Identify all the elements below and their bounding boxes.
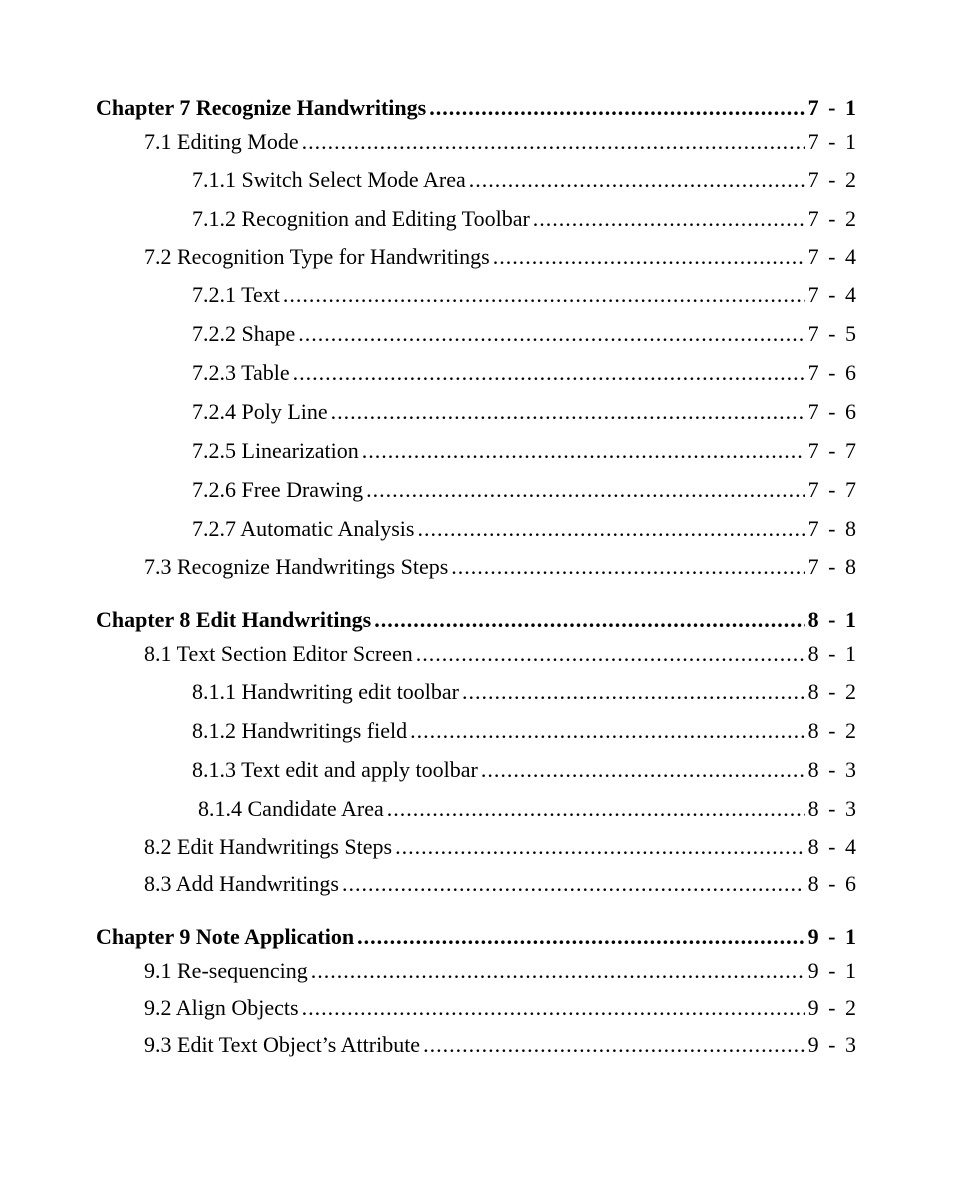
toc-entry-title: 8.2 Edit Handwritings Steps	[144, 834, 393, 859]
toc-entry-title: 7.2.5 Linearization	[192, 438, 359, 463]
dot-leader	[533, 206, 805, 232]
dot-leader	[387, 796, 805, 822]
toc-entry-7-1[interactable]	[96, 126, 858, 163]
toc-page-number: 7 - 7	[807, 477, 858, 502]
dot-leader	[298, 321, 804, 347]
toc-entry-9-2[interactable]	[96, 992, 858, 1029]
dot-leader	[416, 641, 805, 667]
toc-page-number: 9 - 3	[807, 1032, 858, 1057]
toc-entry-7-2-5[interactable]	[96, 434, 858, 473]
toc-entry-8-1-3[interactable]	[96, 753, 858, 792]
toc-entry-title: 7.2.6 Free Drawing	[192, 477, 364, 502]
toc-entry-7-1-2[interactable]	[96, 202, 858, 241]
toc-page-number: 7 - 7	[807, 438, 858, 463]
dot-leader	[283, 282, 805, 308]
toc-page-number: 8 - 3	[807, 796, 858, 821]
toc-page-number: 8 - 3	[807, 757, 858, 782]
toc-entry-7-2-7[interactable]	[96, 512, 858, 551]
toc-chapter-title: Chapter 7 Recognize Handwritings	[96, 95, 427, 120]
toc-entry-title: 7.2.7 Automatic Analysis	[192, 516, 415, 541]
toc-entry-title: 7.2.4 Poly Line	[192, 399, 328, 424]
toc-entry-9-1[interactable]	[96, 955, 858, 992]
toc-entry-title: 9.1 Re-sequencing	[144, 958, 308, 983]
toc-page-number: 9 - 1	[807, 924, 858, 949]
toc-chapter-title: Chapter 8 Edit Handwritings	[96, 607, 372, 632]
toc-page-number: 8 - 2	[807, 718, 858, 743]
toc-entry-title: 8.1.1 Handwriting edit toolbar	[192, 679, 460, 704]
toc-entry-title: 8.1 Text Section Editor Screen	[144, 641, 413, 666]
toc-entry-8-1-4[interactable]	[96, 792, 858, 831]
dot-leader	[342, 871, 805, 897]
dot-leader	[366, 477, 805, 503]
toc-page-number: 7 - 6	[807, 360, 858, 385]
toc-entry-8-1[interactable]	[96, 638, 858, 675]
toc-entry-7-1-1[interactable]	[96, 163, 858, 202]
toc-entry-9-3[interactable]	[96, 1029, 858, 1066]
toc-entry-title: 7.3 Recognize Handwritings Steps	[144, 554, 449, 579]
toc-entry-title: 7.1.1 Switch Select Mode Area	[192, 167, 466, 192]
dot-leader	[451, 554, 804, 580]
toc-entry-title: 7.2.1 Text	[192, 282, 280, 307]
toc-page-number: 9 - 2	[807, 995, 858, 1020]
toc-entry-title: 9.2 Align Objects	[144, 995, 299, 1020]
toc-entry-7-2-2[interactable]	[96, 317, 858, 356]
toc-page-number: 8 - 6	[807, 871, 858, 896]
toc-entry-title: 7.1.2 Recognition and Editing Toolbar	[192, 206, 530, 231]
toc-chapter-7[interactable]	[96, 92, 858, 126]
dot-leader	[302, 995, 805, 1021]
dot-leader	[481, 757, 805, 783]
toc-entry-7-2[interactable]	[96, 241, 858, 278]
toc-entry-title: 8.1.4 Candidate Area	[198, 796, 384, 821]
toc-page-number: 7 - 1	[807, 95, 858, 120]
dot-leader	[311, 958, 805, 984]
toc-page-number: 7 - 2	[807, 206, 858, 231]
dot-leader	[417, 516, 804, 542]
toc-entry-title: 8.3 Add Handwritings	[144, 871, 339, 896]
dot-leader	[493, 244, 805, 270]
toc-page-number: 7 - 6	[807, 399, 858, 424]
toc-entry-8-2[interactable]	[96, 831, 858, 868]
dot-leader	[395, 834, 805, 860]
toc-entry-title: 8.1.3 Text edit and apply toolbar	[192, 757, 478, 782]
toc-page-number: 7 - 2	[807, 167, 858, 192]
table-of-contents	[96, 92, 858, 1066]
dot-leader	[374, 607, 804, 633]
toc-page-number: 7 - 5	[807, 321, 858, 346]
toc-entry-title: 7.2.3 Table	[192, 360, 290, 385]
dot-leader	[410, 718, 805, 744]
toc-entry-7-2-6[interactable]	[96, 473, 858, 512]
dot-leader	[331, 399, 805, 425]
toc-page-number: 8 - 1	[807, 641, 858, 666]
dot-leader	[423, 1032, 805, 1058]
toc-page-number: 7 - 8	[807, 516, 858, 541]
toc-entry-8-1-2[interactable]	[96, 714, 858, 753]
toc-chapter-title: Chapter 9 Note Application	[96, 924, 355, 949]
toc-entry-7-3[interactable]	[96, 551, 858, 588]
toc-entry-title: 7.2.2 Shape	[192, 321, 296, 346]
toc-entry-title: 7.2 Recognition Type for Handwritings	[144, 244, 490, 269]
toc-chapter-9[interactable]	[96, 921, 858, 955]
dot-leader	[429, 95, 804, 121]
toc-page-number: 7 - 4	[807, 244, 858, 269]
dot-leader	[362, 438, 805, 464]
dot-leader	[293, 360, 805, 386]
toc-page-number: 7 - 4	[807, 282, 858, 307]
dot-leader	[302, 129, 805, 155]
toc-page-number: 8 - 4	[807, 834, 858, 859]
toc-entry-8-3[interactable]	[96, 868, 858, 905]
toc-page-number: 9 - 1	[807, 958, 858, 983]
toc-entry-8-1-1[interactable]	[96, 675, 858, 714]
dot-leader	[462, 679, 805, 705]
dot-leader	[357, 924, 805, 950]
toc-entry-7-2-1[interactable]	[96, 278, 858, 317]
toc-entry-title: 8.1.2 Handwritings field	[192, 718, 408, 743]
toc-page-number: 7 - 8	[807, 554, 858, 579]
toc-page-number: 8 - 1	[807, 607, 858, 632]
toc-entry-7-2-3[interactable]	[96, 356, 858, 395]
dot-leader	[469, 167, 805, 193]
toc-entry-7-2-4[interactable]	[96, 395, 858, 434]
toc-chapter-8[interactable]	[96, 604, 858, 638]
toc-entry-title: 7.1 Editing Mode	[144, 129, 299, 154]
toc-page-number: 7 - 1	[807, 129, 858, 154]
toc-entry-title: 9.3 Edit Text Object’s Attribute	[144, 1032, 421, 1057]
toc-page-number: 8 - 2	[807, 679, 858, 704]
